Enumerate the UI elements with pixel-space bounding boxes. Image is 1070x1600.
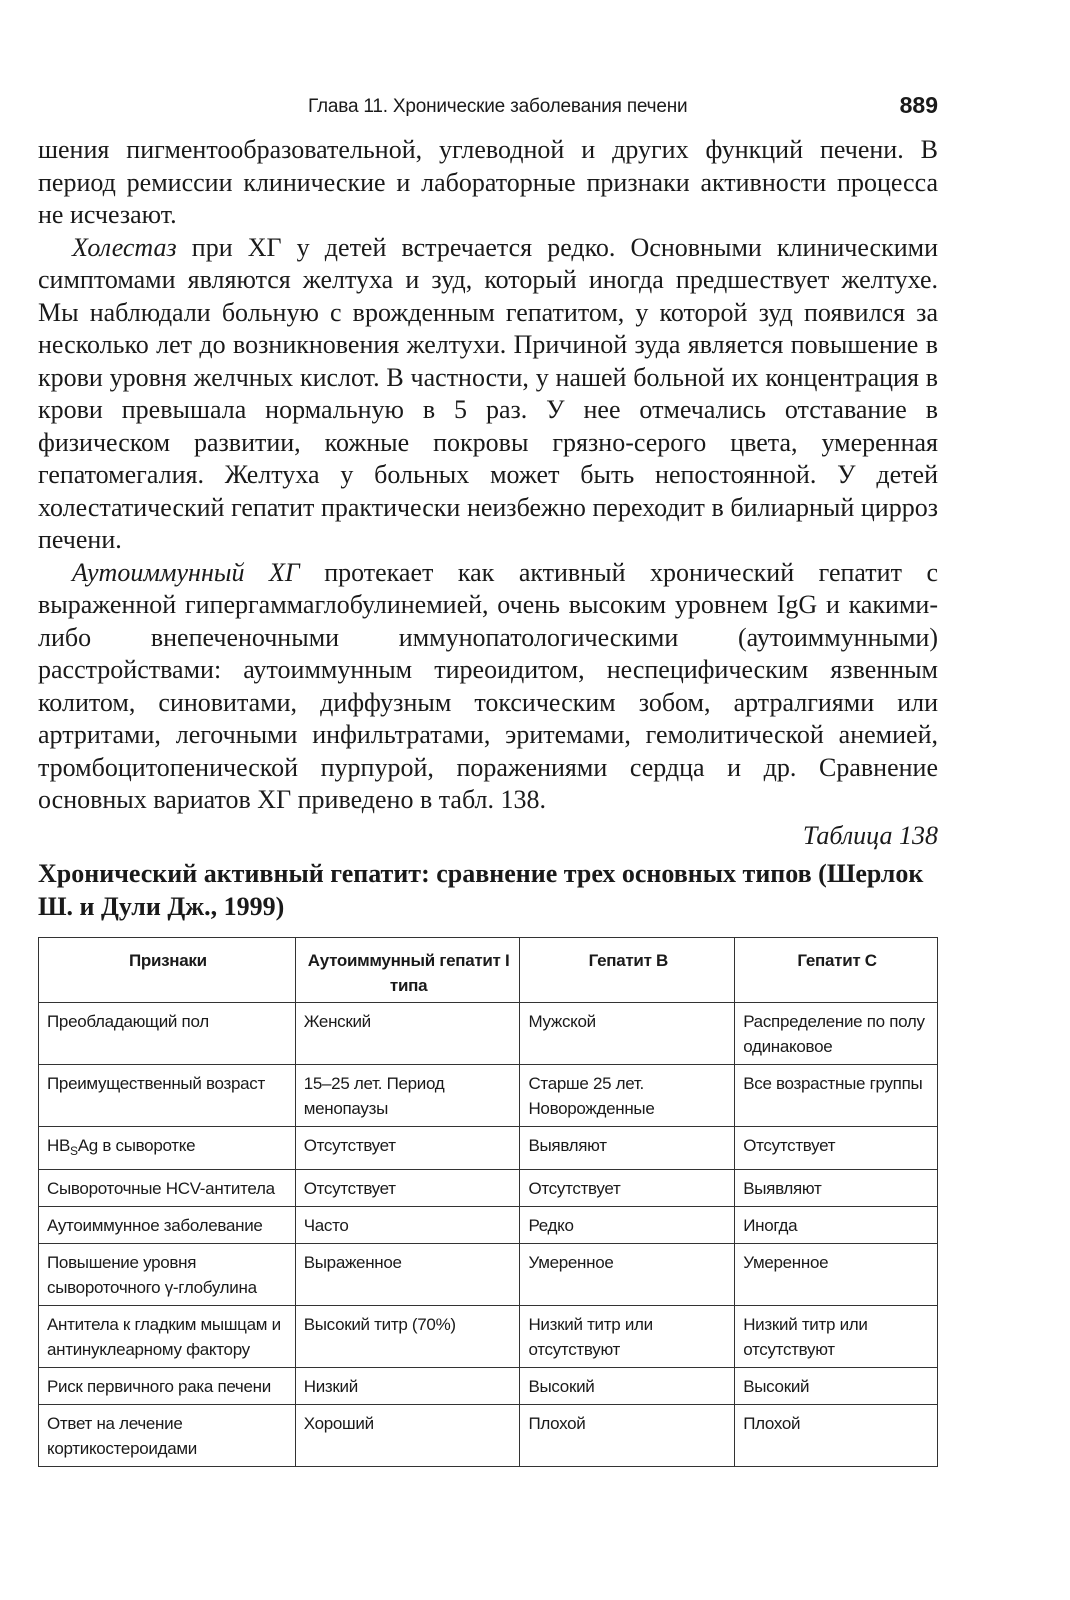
header-cell: Аутоиммунный гепатит I типа bbox=[295, 937, 520, 1002]
term-autoimmune: Аутоиммунный ХГ bbox=[72, 557, 300, 587]
table-row bbox=[39, 1064, 938, 1126]
table-header-row bbox=[39, 937, 938, 1002]
paragraph-3-text: протекает как активный хронический гепатит с выраженной гипергаммаглобулинемией, очень высоким уровнем IgG и какими-либо внепеченочными иммунопатологическими (аутоиммунными) расстройствами: аутоиммунным тиреоидитом, неспецифическим язвенным колитом, синовитами, диффузным токсическим зобом, артралгиями или артритами, легочными инфильтратами, эритемами, гемолитической анемией, тромбоцитопенической пурпурой, поражениями сердца и др. Сравнение основных вариатов ХГ приведено в табл. 138. bbox=[38, 557, 939, 814]
hbsag-suffix: Ag в сыворотке bbox=[77, 1135, 196, 1155]
table-cell: Ответ на лечение кортикостероидами bbox=[39, 1404, 296, 1466]
table-cell: Мужской bbox=[520, 1002, 735, 1064]
table-cell: Выявляют bbox=[520, 1126, 735, 1169]
page-number: 889 bbox=[899, 92, 938, 118]
table-cell: Сывороточные HCV-антитела bbox=[39, 1169, 296, 1206]
table-cell: Повышение уровня сывороточного γ-глобулина bbox=[39, 1243, 296, 1305]
table-row bbox=[39, 1206, 938, 1243]
paragraph-3 bbox=[38, 557, 938, 817]
table-label: Таблица 138 bbox=[802, 820, 938, 850]
table-cell: Хороший bbox=[295, 1404, 520, 1466]
table-cell: Преобладающий пол bbox=[39, 1002, 296, 1064]
table-cell: Низкий титр или отсутствуют bbox=[520, 1305, 735, 1367]
table-cell: Риск первичного рака печени bbox=[39, 1367, 296, 1404]
hbsag-prefix: HB bbox=[47, 1135, 71, 1155]
header-cell: Гепатит С bbox=[735, 937, 938, 1002]
table-cell: Распределение по полу одинаковое bbox=[735, 1002, 938, 1064]
table-cell: Умеренное bbox=[735, 1243, 938, 1305]
term-cholestasis: Холестаз bbox=[72, 232, 177, 262]
table-title: Хронический активный гепатит: сравнение трех основных типов (Шерлок Ш. и Дули Дж., 1999) bbox=[38, 858, 924, 921]
header-cell: Гепатит В bbox=[520, 937, 735, 1002]
table-row bbox=[39, 1305, 938, 1367]
table-cell: Все возрастные группы bbox=[735, 1064, 938, 1126]
header-cell: Признаки bbox=[39, 937, 296, 1002]
document-page bbox=[38, 92, 938, 1467]
table-cell: Старше 25 лет. Новорожденные bbox=[520, 1064, 735, 1126]
table-cell: Выявляют bbox=[735, 1169, 938, 1206]
table-cell: Выраженное bbox=[295, 1243, 520, 1305]
paragraph-1: шения пигментообразовательной, углеводной и других функций печени. В период ремиссии клинические и лабораторные признаки активности процесса не исчезают. bbox=[38, 135, 938, 229]
table-cell: 15–25 лет. Период менопаузы bbox=[295, 1064, 520, 1126]
table-cell: Редко bbox=[520, 1206, 735, 1243]
table-cell: Умеренное bbox=[520, 1243, 735, 1305]
chapter-title: Глава 11. Хронические заболевания печени bbox=[308, 96, 688, 117]
table-row bbox=[39, 1169, 938, 1206]
table-cell: Высокий bbox=[735, 1367, 938, 1404]
table-cell: Аутоиммунное заболевание bbox=[39, 1206, 296, 1243]
table-cell: Женский bbox=[295, 1002, 520, 1064]
hbsag-subscript: S bbox=[70, 1143, 78, 1158]
table-row bbox=[39, 1404, 938, 1466]
paragraph-2-text: при ХГ у детей встречается редко. Основными клиническими симптомами являются желтуха и зуд, который иногда предшествует желтухе. Мы наблюдали больную с врожденным гепатитом, у которой зуд появился за несколько лет до возникновения желтухи. Причиной зуда является повышение в крови уровня желчных кислот. В частности, у нашей больной их концентрация в крови превышала нормальную в 5 раз. У нее отмечались отставание в физическом развитии, кожные покровы грязно-серого цвета, умеренная гепатомегалия. Желтуха у больных может быть непостоянной. У детей холестатический гепатит практически неизбежно переходит в билиарный цирроз печени. bbox=[38, 232, 938, 554]
table-cell-hbsag bbox=[39, 1126, 296, 1169]
table-row bbox=[39, 1002, 938, 1064]
table-cell: Высокий титр (70%) bbox=[295, 1305, 520, 1367]
table-cell: Иногда bbox=[735, 1206, 938, 1243]
table-row bbox=[39, 1126, 938, 1169]
table-cell: Антитела к гладким мышцам и антинуклеарному фактору bbox=[39, 1305, 296, 1367]
table-cell: Низкий титр или отсутствуют bbox=[735, 1305, 938, 1367]
table-row bbox=[39, 1243, 938, 1305]
table-cell: Высокий bbox=[520, 1367, 735, 1404]
table-cell: Низкий bbox=[295, 1367, 520, 1404]
table-cell: Отсутствует bbox=[735, 1126, 938, 1169]
table-cell: Плохой bbox=[735, 1404, 938, 1466]
table-row bbox=[39, 1367, 938, 1404]
running-head bbox=[38, 92, 938, 126]
table-cell: Отсутствует bbox=[295, 1126, 520, 1169]
table-cell: Плохой bbox=[520, 1404, 735, 1466]
comparison-table bbox=[38, 937, 938, 1467]
body-text bbox=[38, 134, 938, 817]
table-cell: Отсутствует bbox=[295, 1169, 520, 1206]
table-cell: Преимущественный возраст bbox=[39, 1064, 296, 1126]
paragraph-2 bbox=[38, 232, 938, 557]
table-cell: Отсутствует bbox=[520, 1169, 735, 1206]
table-cell: Часто bbox=[295, 1206, 520, 1243]
